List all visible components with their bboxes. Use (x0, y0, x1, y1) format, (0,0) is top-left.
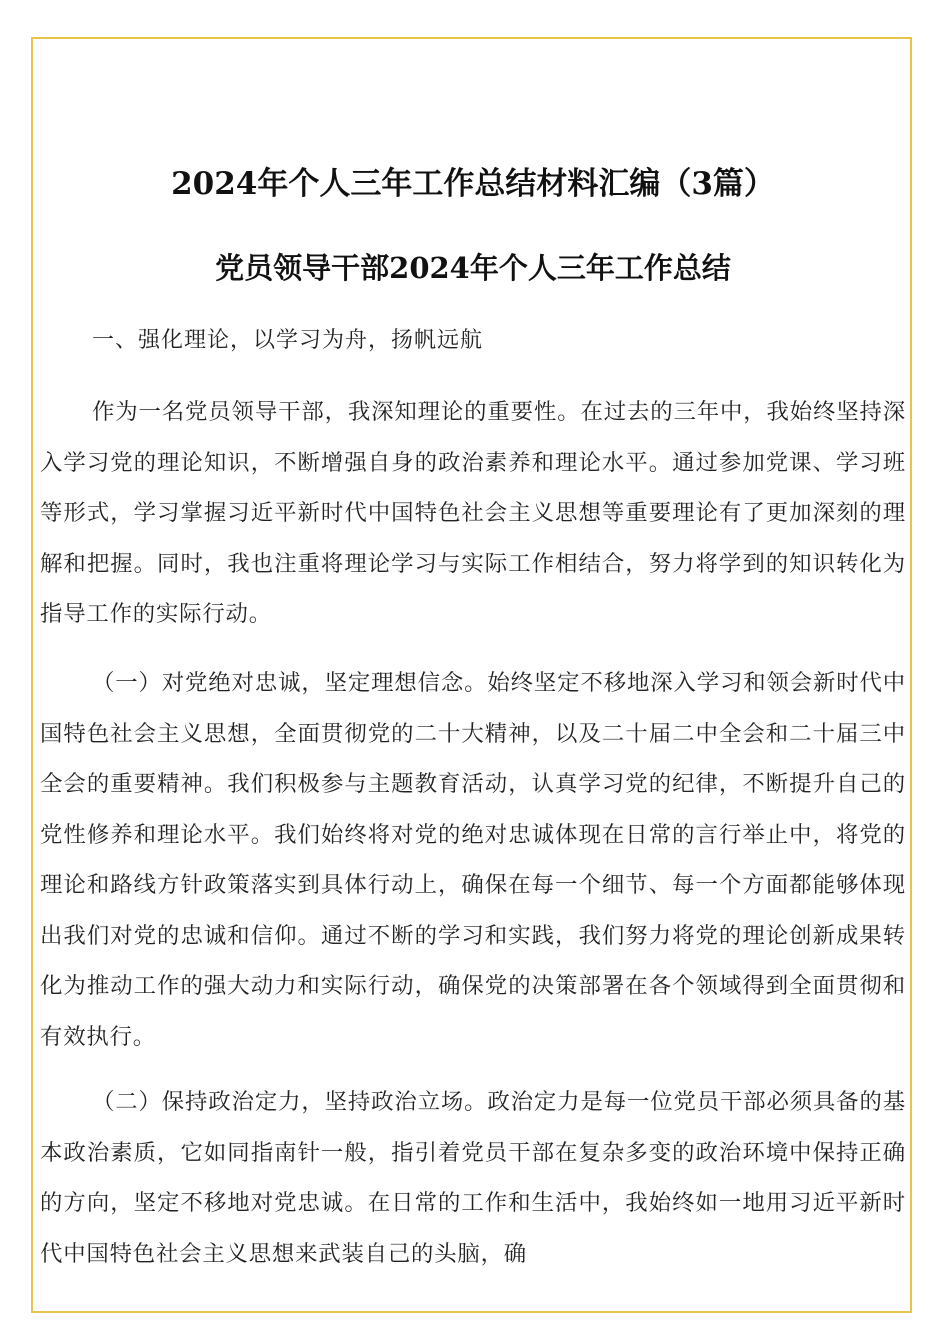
paragraph-political-stance: （二）保持政治定力，坚持政治立场。政治定力是每一位党员干部必须具备的基本政治素质，它如同指南针一般，指引着党员干部在复杂多变的政治环境中保持正确的方向，坚定不移地对党忠诚。在日常的工作和生活中，我始终如一地用习近平新时代中国特色社会主义思想来武装自己的头脑，确 (40, 1089, 906, 1267)
paragraph-loyalty: （一）对党绝对忠诚，坚定理想信念。始终坚定不移地深入学习和领会新时代中国特色社会主义思想，全面贯彻党的二十大精神，以及二十届二中全会和二十届三中全会的重要精神。我们积极参与主题教育活动，认真学习党的纪律，不断提升自己的党性修养和理论水平。我们始终将对党的绝对忠诚体现在日常的言行举止中，将党的理论和路线方针政策落实到具体行动上，确保在每一个细节、每一个方面都能够体现出我们对党的忠诚和信仰。通过不断的学习和实践，我们努力将党的理论创新成果转化为推动工作的强大动力和实际行动，确保党的决策部署在各个领域得到全面贯彻和有效执行。 (40, 670, 906, 1050)
document-title: 2024年个人三年工作总结材料汇编（3篇） (171, 166, 775, 202)
document-subtitle: 党员领导干部2024年个人三年工作总结 (215, 251, 731, 285)
section-heading: 一、强化理论，以学习为舟，扬帆远航 (92, 328, 484, 353)
paragraph-theory: 作为一名党员领导干部，我深知理论的重要性。在过去的三年中，我始终坚持深入学习党的理论知识，不断增强自身的政治素养和理论水平。通过参加党课、学习班等形式，学习掌握习近平新时代中国特色社会主义思想等重要理论有了更加深刻的理解和把握。同时，我也注重将理论学习与实际工作相结合，努力将学到的知识转化为指导工作的实际行动。 (40, 399, 906, 627)
